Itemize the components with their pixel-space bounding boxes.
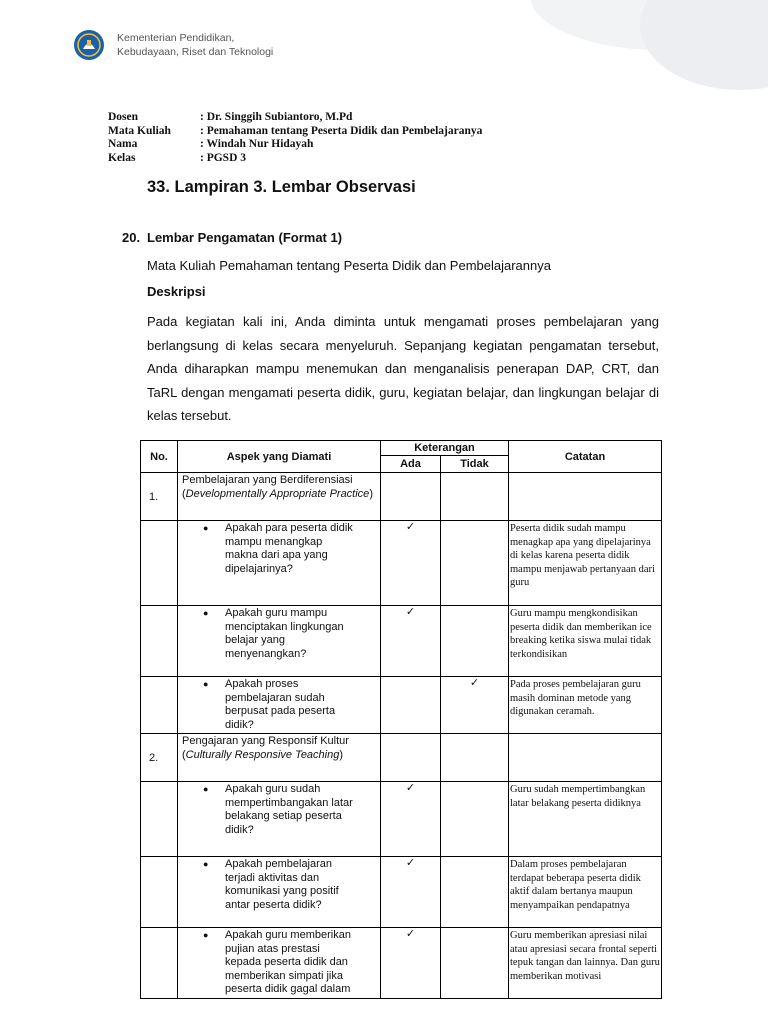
ada-check: ✓ [381, 857, 441, 928]
header-tidak: Tidak [441, 456, 509, 473]
question-text: Apakah pembelajaran terjadi aktivitas dan komunikasi yang positif antar peserta didik? [225, 858, 339, 911]
info-label: Mata Kuliah [108, 124, 171, 137]
bullet-icon: ● [203, 608, 209, 618]
header-no: No. [141, 441, 178, 473]
note-text: Dalam proses pembelajaran terdapat beberapa peserta didik aktif dalam bertanya maupun menyampaikan pendapatnya [509, 857, 662, 928]
note-text: Pada proses pembelajaran guru masih dominan metode yang digunakan ceramah. [509, 677, 662, 734]
empty-cell [141, 521, 178, 606]
bullet-icon: ● [203, 784, 209, 794]
question-cell [178, 857, 381, 928]
question-cell [178, 606, 381, 677]
description-text: Pada kegiatan kali ini, Anda diminta untuk mengamati proses pembelajaran yang berlangsung di kelas secara menyeluruh. Sepanjang kegiatan pengamatan tersebut, Anda diharapkan mampu menemukan dan menganalisis penerapan DAP, CRT, dan TaRL dengan mengamati peserta didik, guru, kegiatan belajar, dan lingkungan belajar di kelas tersebut. [147, 314, 659, 423]
ada-check: ✓ [381, 782, 441, 857]
info-row [108, 125, 482, 139]
question-cell [178, 677, 381, 734]
ada-check: ✓ [381, 521, 441, 606]
section-title: Lembar Pengamatan (Format 1) [147, 230, 343, 245]
section-row [141, 734, 662, 782]
check-cell [441, 473, 509, 521]
question-text: Apakah guru memberikan pujian atas prestasi kepada peserta didik dan memberikan simpati jika peserta didik gagal dalam [225, 929, 351, 995]
question-cell [178, 521, 381, 606]
section-no: 2. [141, 734, 178, 782]
section-title-italic: Developmentally Appropriate Practice [185, 487, 370, 500]
table-header-row [141, 441, 662, 456]
header-ada: Ada [381, 456, 441, 473]
info-value: : PGSD 3 [200, 151, 246, 164]
info-value: : Dr. Singgih Subiantoro, M.Pd [200, 111, 353, 123]
info-value: : Windah Nur Hidayah [200, 138, 314, 150]
page-title: 33. Lampiran 3. Lembar Observasi [147, 178, 416, 196]
note-text: Guru memberikan apresiasi nilai atau apresiasi secara frontal seperti tepuk tangan dan lainnya. Dan guru memberikan motivasi [509, 928, 662, 999]
table-row [141, 521, 662, 606]
ada-check: ✓ [381, 606, 441, 677]
info-label: Nama [108, 138, 138, 150]
tidak-check [441, 782, 509, 857]
ministry-name [117, 31, 273, 59]
section-title-text: ) [339, 748, 344, 761]
note-text: Guru mampu mengkondisikan peserta didik dan memberikan ice breaking ketika siswa mulai tidak terkondisikan [509, 606, 662, 677]
section-title-cell [178, 473, 381, 521]
ministry-line: Kementerian Pendidikan, [117, 32, 235, 44]
check-cell [441, 734, 509, 782]
check-cell [381, 734, 441, 782]
bullet-icon: ● [203, 930, 209, 940]
info-row [108, 138, 482, 152]
empty-cell [141, 782, 178, 857]
description-heading: Deskripsi [147, 284, 206, 299]
bullet-icon: ● [203, 859, 209, 869]
section-title-italic: Culturally Responsive Teaching [185, 748, 340, 761]
table-row [141, 606, 662, 677]
header-keterangan: Keterangan [381, 441, 509, 456]
note-cell [509, 734, 662, 782]
table-row [141, 857, 662, 928]
info-label: Dosen [108, 111, 139, 123]
info-row [108, 152, 482, 166]
note-text: Peserta didik sudah mampu menagkap apa yang dipelajarinya di kelas karena peserta didik mampu menjawab pertanyaan dari guru [509, 521, 662, 606]
ada-check: ✓ [381, 928, 441, 999]
observation-table [140, 440, 662, 999]
header-decoration [640, 0, 768, 90]
empty-cell [141, 857, 178, 928]
tidak-check [441, 928, 509, 999]
question-text: Apakah proses pembelajaran sudah berpusat pada peserta didik? [225, 678, 336, 731]
note-text: Guru sudah mempertimbangkan latar belakang peserta didiknya [509, 782, 662, 857]
question-cell [178, 782, 381, 857]
section-number: 20. [122, 230, 141, 245]
section-title-text: ) [369, 487, 373, 500]
header-aspect: Aspek yang Diamati [178, 441, 381, 473]
question-text: Apakah guru mampu menciptakan lingkungan belajar yang menyenangkan? [225, 607, 344, 660]
check-cell [381, 473, 441, 521]
question-text: Apakah guru sudah mempertimbangakan latar belakang setiap peserta didik? [225, 783, 353, 836]
ada-check [381, 677, 441, 734]
info-label: Kelas [108, 151, 136, 164]
tidak-check: ✓ [441, 677, 509, 734]
section-title-text: Pembelajaran yang Berdiferensiasi ( [182, 474, 353, 500]
section-heading [122, 230, 342, 245]
info-value: : Pemahaman tentang Peserta Didik dan Pembelajaranya [200, 124, 483, 137]
bullet-icon: ● [203, 523, 209, 533]
info-row [108, 111, 482, 125]
student-info [108, 111, 482, 165]
empty-cell [141, 677, 178, 734]
ministry-logo-icon [74, 30, 104, 60]
section-row [141, 473, 662, 521]
section-no: 1. [141, 473, 178, 521]
header-catatan: Catatan [509, 441, 662, 473]
question-text: Apakah para peserta didik mampu menangkap makna dari apa yang dipelajarinya? [225, 522, 353, 575]
tidak-check [441, 606, 509, 677]
tidak-check [441, 521, 509, 606]
table-row [141, 782, 662, 857]
tidak-check [441, 857, 509, 928]
section-title-text: Pengajaran yang Responsif Kultur ( [182, 735, 349, 761]
ministry-line: Kebudayaan, Riset dan Teknologi [117, 46, 274, 58]
note-cell [509, 473, 662, 521]
table-row [141, 677, 662, 734]
question-cell [178, 928, 381, 999]
bullet-icon: ● [203, 679, 209, 689]
empty-cell [141, 928, 178, 999]
table-row [141, 928, 662, 999]
course-subtitle: Mata Kuliah Pemahaman tentang Peserta Didik dan Pembelajarannya [147, 258, 551, 273]
section-title-cell [178, 734, 381, 782]
empty-cell [141, 606, 178, 677]
